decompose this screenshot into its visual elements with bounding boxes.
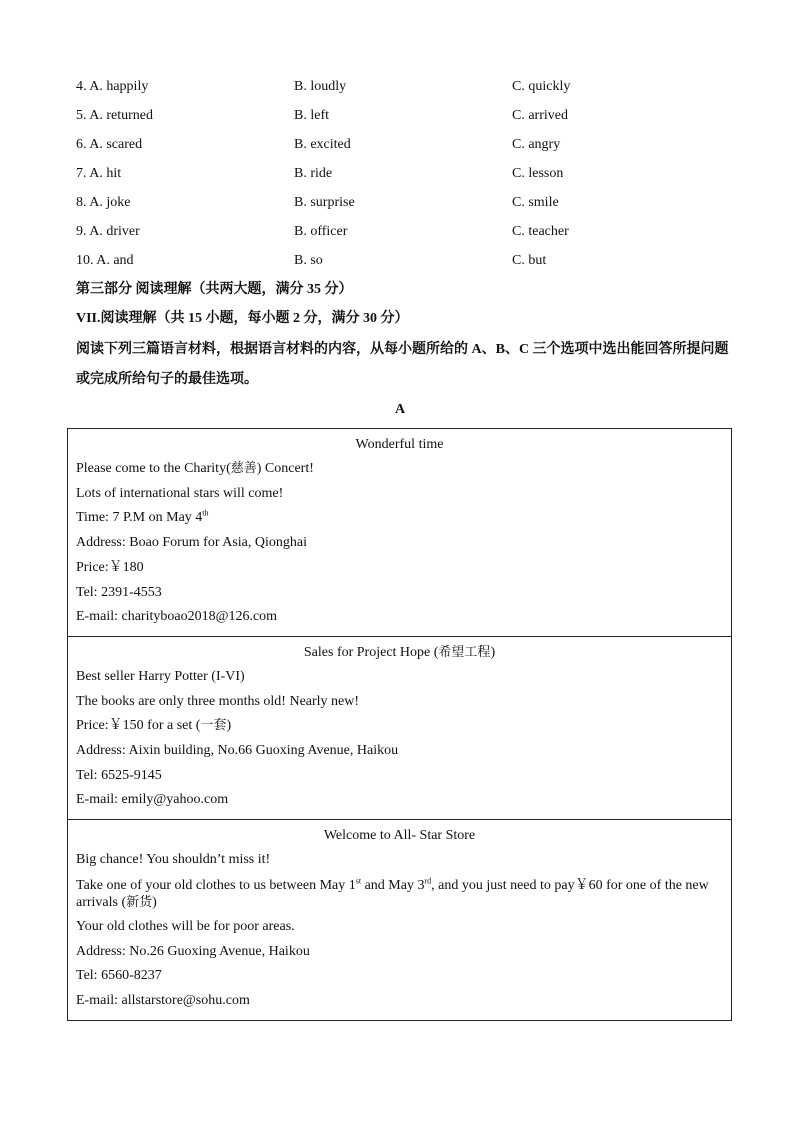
option-c: C. angry xyxy=(512,137,561,152)
ad-project-hope xyxy=(68,637,731,820)
option-a: 8. A. joke xyxy=(76,195,131,210)
option-c: C. arrived xyxy=(512,108,568,123)
option-a: 7. A. hit xyxy=(76,166,122,181)
option-b: B. left xyxy=(294,108,329,123)
ad-table xyxy=(67,428,732,1021)
ad-price: Price:￥150 for a set (一套) xyxy=(76,718,232,734)
option-row-8 xyxy=(76,193,736,213)
ad-time: Time: 7 P.M on May 4th xyxy=(76,508,209,526)
option-c: C. lesson xyxy=(512,166,564,181)
option-b: B. excited xyxy=(294,137,351,152)
option-b: B. surprise xyxy=(294,195,355,210)
option-row-7 xyxy=(76,164,736,184)
ad-line: Please come to the Charity(慈善) Concert! xyxy=(76,461,314,476)
option-row-10 xyxy=(76,251,736,271)
option-row-4 xyxy=(76,77,736,97)
ad-tel: Tel: 6560-8237 xyxy=(76,968,162,984)
option-a: 9. A. driver xyxy=(76,224,140,239)
option-row-9 xyxy=(76,222,736,242)
option-a: 5. A. returned xyxy=(76,108,153,123)
option-row-5 xyxy=(76,106,736,126)
ad-address: Address: Aixin building, No.66 Guoxing Avenue, Haikou xyxy=(76,743,399,759)
option-a: 6. A. scared xyxy=(76,137,143,152)
section-heading: VII.阅读理解（共 15 小题，每小题 2 分，满分 30 分） xyxy=(76,311,409,326)
option-a: 10. A. and xyxy=(76,253,134,268)
option-b: B. officer xyxy=(294,224,348,239)
ad-line: Your old clothes will be for poor areas. xyxy=(76,918,295,934)
ad-price: Price:￥180 xyxy=(76,559,144,575)
part-heading: 第三部分 阅读理解（共两大题，满分 35 分） xyxy=(76,282,353,297)
ad-tel: Tel: 2391-4553 xyxy=(76,584,162,600)
option-b: B. ride xyxy=(294,166,333,181)
ad-line: The books are only three months old! Nearly new! xyxy=(76,693,360,709)
option-b: B. loudly xyxy=(294,79,347,94)
option-c: C. but xyxy=(512,253,547,268)
ad-line: Best seller Harry Potter (I-VI) xyxy=(76,668,245,684)
ad-title: Welcome to All- Star Store xyxy=(323,828,476,844)
instructions: 阅读下列三篇语言材料，根据语言材料的内容，从每小题所给的 A、B、C 三个选项中选出能回答所提问题或完成所给句子的最佳选项。 xyxy=(76,342,729,387)
option-c: C. smile xyxy=(512,195,559,210)
ad-all-star-store xyxy=(68,820,731,1020)
ad-title: Sales for Project Hope (希望工程) xyxy=(303,644,496,660)
ad-email: E-mail: allstarstore@sohu.com xyxy=(76,992,250,1008)
ad-tel: Tel: 6525-9145 xyxy=(76,767,162,783)
ad-line: Take one of your old clothes to us between May 1st and May 3rd, and you just need to pay￥60 for one of the new arrivals (新货) xyxy=(76,876,709,910)
ad-line: Lots of international stars will come! xyxy=(76,485,284,501)
option-a: 4. A. happily xyxy=(76,79,149,94)
ad-address: Address: No.26 Guoxing Avenue, Haikou xyxy=(76,943,310,959)
ad-email: E-mail: emily@yahoo.com xyxy=(76,792,229,808)
option-c: C. teacher xyxy=(512,224,569,239)
ad-email: E-mail: charityboao2018@126.com xyxy=(76,609,278,625)
option-b: B. so xyxy=(294,253,323,268)
ad-line: Big chance! You shouldn’t miss it! xyxy=(76,852,271,868)
passage-letter: A xyxy=(394,402,406,417)
ad-address: Address: Boao Forum for Asia, Qionghai xyxy=(76,535,307,551)
option-c: C. quickly xyxy=(512,79,571,94)
option-row-6 xyxy=(76,135,736,155)
ad-title: Wonderful time xyxy=(355,437,444,452)
ad-concert xyxy=(68,429,731,637)
